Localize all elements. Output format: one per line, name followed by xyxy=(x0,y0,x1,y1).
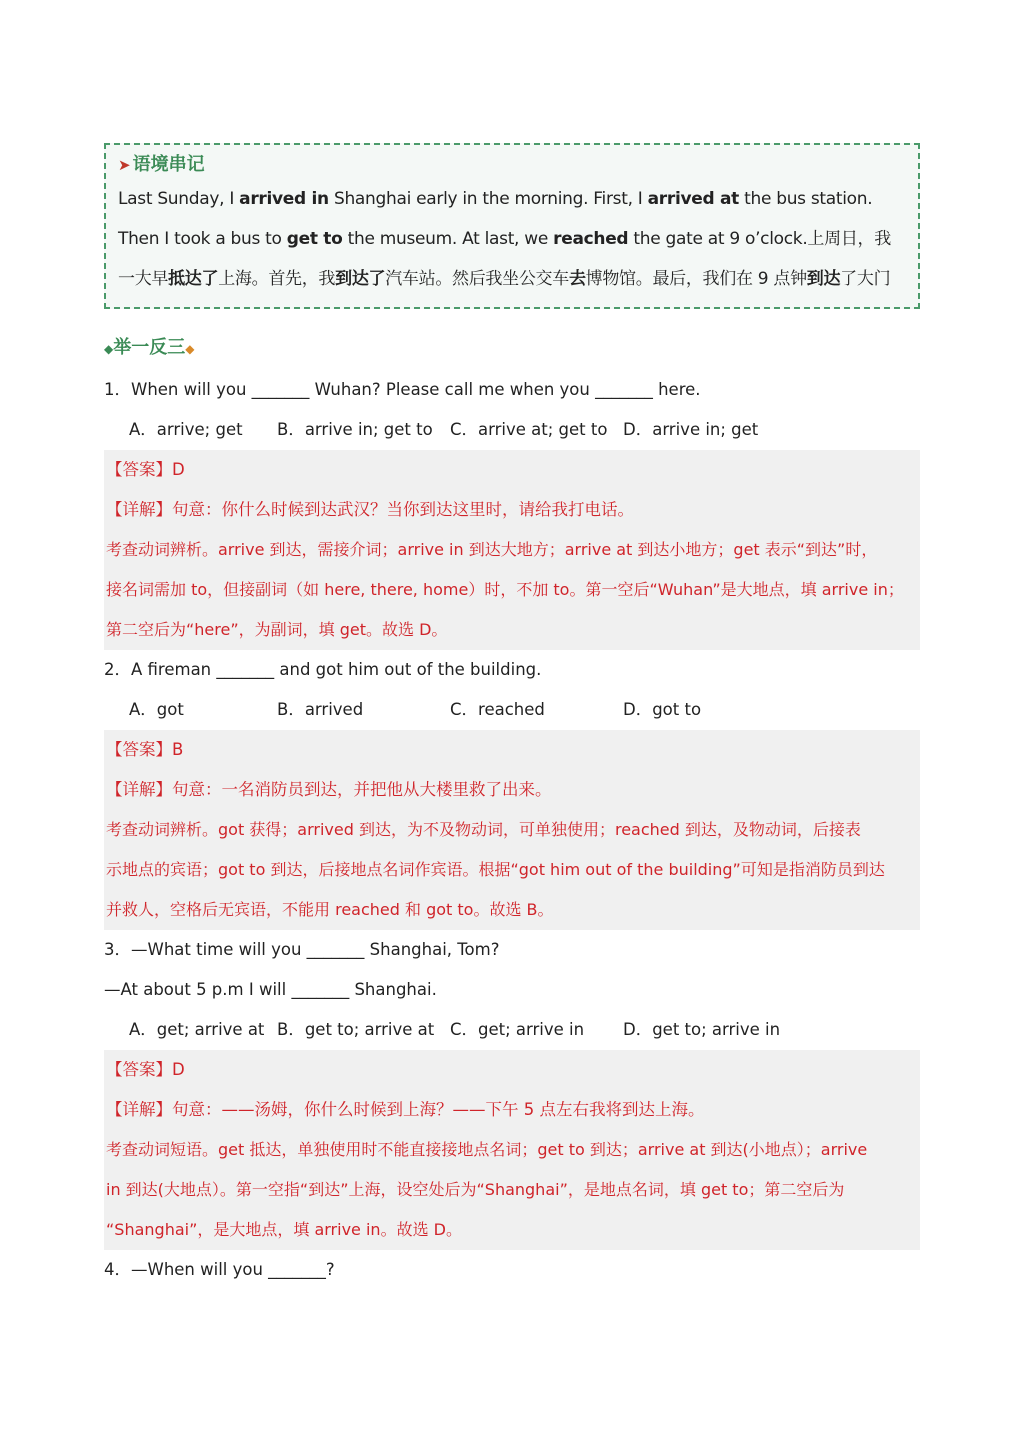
context-text: 汽车站。然后我坐公交车 xyxy=(385,269,569,289)
question-4 xyxy=(104,1250,920,1290)
answer: 【答案】B xyxy=(106,740,184,759)
key-phrase: reached xyxy=(553,229,629,249)
context-heading xyxy=(118,151,906,179)
analysis-line: 并救人，空格后无宾语，不能用 reached 和 got to。故选 B。 xyxy=(106,900,554,919)
context-text: the museum. At last, we xyxy=(342,229,554,249)
option-b: B．get to; arrive at xyxy=(277,1020,435,1039)
option-row xyxy=(104,1010,920,1050)
context-heading-text: 语境串记 xyxy=(132,154,205,175)
context-text: the bus station. Then I took a bus to xyxy=(118,189,873,249)
analysis-line: 考查动词辨析。arrive 到达，需接介词；arrive in 到达大地方；arrive at 到达小地方；get 表示“到达”时， xyxy=(106,540,878,559)
answer: 【答案】D xyxy=(106,1060,185,1079)
detail: 【详解】句意：一名消防员到达，并把他从大楼里救了出来。 xyxy=(106,780,552,799)
analysis-line: 示地点的宾语；got to 到达，后接地点名词作宾语。根据“got him out of the building”可知是指消防员到达 xyxy=(106,860,885,879)
context-text: Last Sunday, I xyxy=(118,189,240,209)
detail: 【详解】句意：你什么时候到达武汉？当你到达这里时，请给我打电话。 xyxy=(106,500,634,519)
key-phrase: 抵达了 xyxy=(168,269,219,289)
context-memory-box xyxy=(104,143,920,309)
question-stem: 3．—What time will you _______ Shanghai, Tom? xyxy=(104,940,500,959)
key-phrase: 到达 xyxy=(806,269,841,289)
context-text: 了大门 xyxy=(840,269,891,289)
context-text: Shanghai early in the morning. First, I xyxy=(328,189,648,209)
option-c: C．arrive at; get to xyxy=(450,420,608,439)
option-d: D．get to; arrive in xyxy=(623,1020,781,1039)
question-stem: —At about 5 p.m I will _______ Shanghai. xyxy=(104,980,437,999)
option-a: A．got xyxy=(129,700,184,719)
diamond-icon: ◆ xyxy=(185,342,195,356)
question-stem: 4．—When will you _______? xyxy=(104,1260,335,1279)
option-c: C．reached xyxy=(450,700,545,719)
diamond-icon: ◆ xyxy=(104,342,114,356)
question-3 xyxy=(104,930,920,1250)
option-b: B．arrived xyxy=(277,700,364,719)
detail: 【详解】句意：——汤姆，你什么时候到上海？——下午 5 点左右我将到达上海。 xyxy=(106,1100,705,1119)
option-d: D．got to xyxy=(623,700,702,719)
option-a: A．get; arrive at xyxy=(129,1020,265,1039)
context-text: 博物馆。最后，我们在 9 点钟 xyxy=(585,269,807,289)
context-text: the gate at 9 o’clock.上周日，我一大早 xyxy=(118,229,891,289)
analysis-line: 接名词需加 to，但接副词（如 here, there, home）时，不加 to。第一空后“Wuhan”是大地点，填 arrive in； xyxy=(106,580,904,599)
analysis-line: 考查动词短语。get 抵达，单独使用时不能直接接地点名词；get to 到达；arrive at 到达(小地点）；arrive xyxy=(106,1140,868,1159)
answer-block xyxy=(104,1050,920,1250)
analysis-line: 考查动词辨析。got 获得；arrived 到达，为不及物动词，可单独使用；reached 到达，及物动词，后接表 xyxy=(106,820,861,839)
question-stem: 2．A fireman _______ and got him out of the building. xyxy=(104,660,542,679)
answer-block xyxy=(104,450,920,650)
arrow-icon: ➤ xyxy=(118,156,131,174)
analysis-line: 第二空后为“here”，为副词，填 get。故选 D。 xyxy=(106,620,448,639)
analysis-line: “Shanghai”，是大地点，填 arrive in。故选 D。 xyxy=(106,1220,462,1239)
context-text: 上海。首先，我 xyxy=(218,269,336,289)
section-title: 举一反三 xyxy=(113,337,186,358)
option-b: B．arrive in; get to xyxy=(277,420,433,439)
option-row xyxy=(104,690,920,730)
analysis-line: in 到达(大地点）。第一空指“到达”上海，设空处后为“Shanghai”，是地点名词，填 get to；第二空后为 xyxy=(106,1180,845,1199)
key-phrase: 去 xyxy=(568,269,586,289)
key-phrase: arrived at xyxy=(647,189,739,209)
key-phrase: 到达了 xyxy=(335,269,386,289)
option-c: C．get; arrive in xyxy=(450,1020,585,1039)
key-phrase: get to xyxy=(286,229,343,249)
key-phrase: arrived in xyxy=(239,189,329,209)
section-heading xyxy=(104,335,920,362)
answer: 【答案】D xyxy=(106,460,185,479)
worksheet-page xyxy=(104,143,920,1290)
question-2 xyxy=(104,650,920,930)
option-a: A．arrive; get xyxy=(129,420,243,439)
question-stem: 1．When will you _______ Wuhan? Please call me when you _______ here. xyxy=(104,380,701,399)
context-paragraph xyxy=(118,179,906,299)
option-d: D．arrive in; get xyxy=(623,420,759,439)
answer-block xyxy=(104,730,920,930)
question-1 xyxy=(104,370,920,650)
option-row xyxy=(104,410,920,450)
